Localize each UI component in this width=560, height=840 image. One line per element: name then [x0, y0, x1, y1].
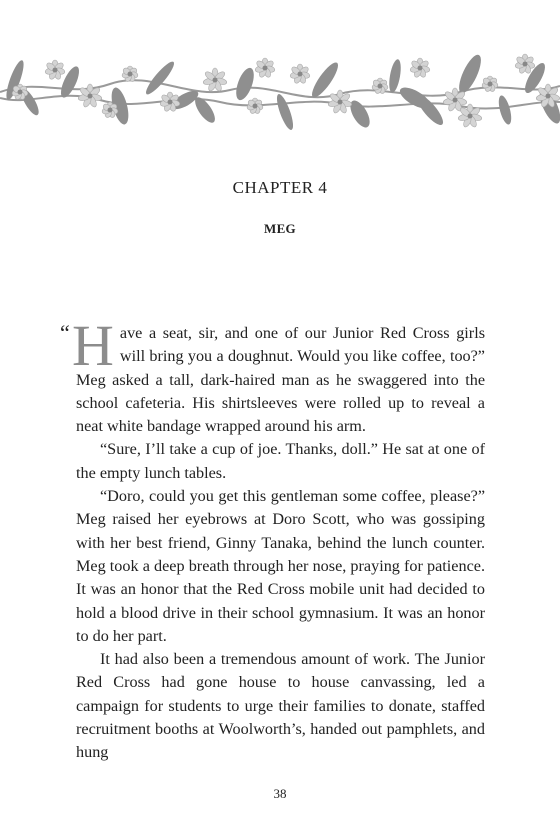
- flower-ornament: [482, 76, 499, 93]
- flower-ornament: [247, 98, 264, 115]
- floral-vine-banner: [0, 40, 560, 140]
- leaf-ornament: [387, 58, 403, 93]
- drop-cap-container: [60, 313, 114, 378]
- body-text: [60, 313, 485, 765]
- leaf-ornament: [233, 66, 258, 103]
- flower-ornament: [255, 58, 276, 78]
- flower-ornament: [102, 102, 119, 119]
- flower-ornament: [328, 90, 353, 114]
- leaf-ornament: [143, 59, 178, 98]
- flower-ornament: [203, 68, 228, 92]
- leaf-ornament: [274, 92, 296, 131]
- drop-cap: H: [72, 313, 114, 378]
- flower-ornament: [458, 104, 483, 128]
- page-number: 38: [273, 786, 287, 801]
- flower-ornament: [290, 64, 311, 84]
- paragraph: [60, 313, 485, 438]
- flower-ornament: [45, 60, 66, 80]
- leaf-ornament: [496, 94, 513, 126]
- paragraph: “Sure, I’ll take a cup of joe. Thanks, doll.” He sat at one of the empty lunch tables.: [76, 440, 485, 482]
- flower-ornament: [78, 84, 103, 108]
- chapter-subtitle: MEG: [264, 221, 296, 236]
- paragraph: “Doro, could you get this gentleman some coffee, please?” Meg raised her eyebrows at Doro Scott, who was gossiping with her best friend, Ginny Tanaka, behind the lunch counter. Meg took a deep breath through her nose, praying for patience. It was an honor that the Red Cross mobile unit had decided to hold a blood drive in their school gymnasium. It was an honor to do her part.: [76, 487, 485, 645]
- paragraph-text: ave a seat, sir, and one of our Junior Red Cross girls will bring you a doughnut. Would you like coffee, too?” Meg asked a tall, dark-haired man as he swaggered into the school cafeteria. His shirtsleeves were rolled up to reveal a neat white bandage wrapped around his arm.: [76, 324, 485, 436]
- opening-quote-mark: “: [60, 320, 70, 345]
- flower-ornament: [410, 58, 431, 78]
- paragraph: It had also been a tremendous amount of work. The Junior Red Cross had gone house to house canvassing, led a campaign for students to urge their families to donate, staffed recruitment booths at Woolworth’s, handed out pamphlets, and hung: [76, 650, 485, 762]
- flower-ornament: [160, 92, 181, 112]
- chapter-title: CHAPTER 4: [232, 178, 328, 197]
